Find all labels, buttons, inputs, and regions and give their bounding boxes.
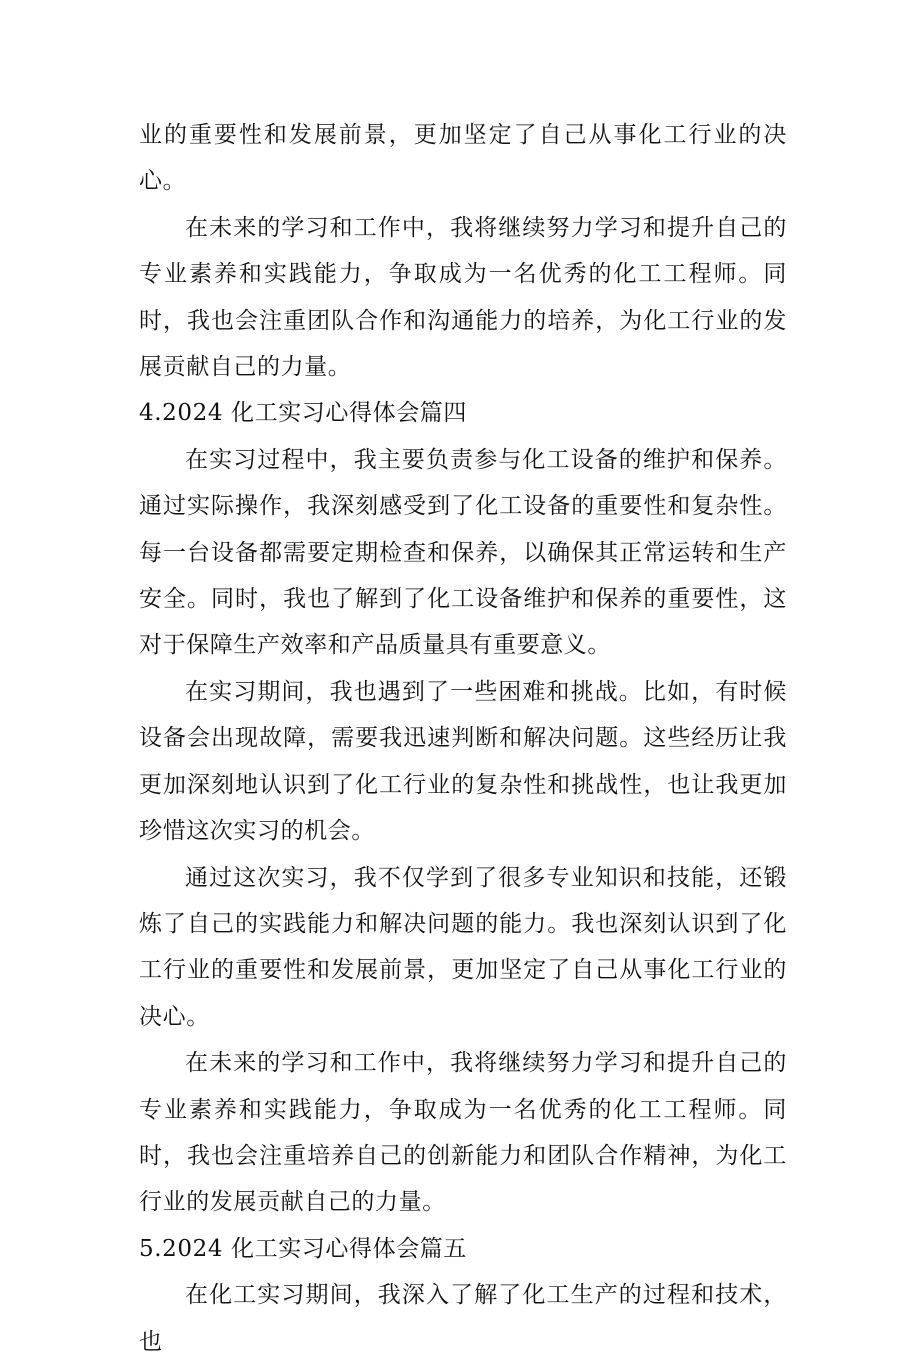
paragraph: 在实习期间，我也遇到了一些困难和挑战。比如，有时候设备会出现故障，需要我迅速判断和解决问题。这些经历让我更加深刻地认识到了化工行业的复杂性和挑战性，也让我更加珍惜这次实习的机会。 xyxy=(139,678,787,845)
document-body xyxy=(139,112,787,1365)
paragraph: 在未来的学习和工作中，我将继续努力学习和提升自己的专业素养和实践能力，争取成为一名优秀的化工工程师。同时，我也会注重培养自己的创新能力和团队合作精神，为化工行业的发展贡献自己的力量。 xyxy=(139,1050,787,1216)
section-heading-4: 4.2024 化工实习心得体会篇四 xyxy=(139,400,467,427)
paragraph: 通过这次实习，我不仅学到了很多专业知识和技能，还锻炼了自己的实践能力和解决问题的能力。我也深刻认识到了化工行业的重要性和发展前景，更加坚定了自己从事化工行业的决心。 xyxy=(139,864,787,1030)
paragraph: 在实习过程中，我主要负责参与化工设备的维护和保养。通过实际操作，我深刻感受到了化工设备的重要性和复杂性。每一台设备都需要定期检查和保养，以确保其正常运转和生产安全。同时，我也了解到了化工设备维护和保养的重要性，这对于保障生产效率和产品质量具有重要意义。 xyxy=(139,446,787,659)
section-heading-5: 5.2024 化工实习心得体会篇五 xyxy=(139,1235,467,1262)
paragraph: 在未来的学习和工作中，我将继续努力学习和提升自己的专业素养和实践能力，争取成为一名优秀的化工工程师。同时，我也会注重团队合作和沟通能力的培养，为化工行业的发展贡献自己的力量。 xyxy=(139,214,787,381)
paragraph-continuation: 业的重要性和发展前景，更加坚定了自己从事化工行业的决心。 xyxy=(139,122,787,195)
paragraph: 在化工实习期间，我深入了解了化工生产的过程和技术，也 xyxy=(139,1282,787,1355)
